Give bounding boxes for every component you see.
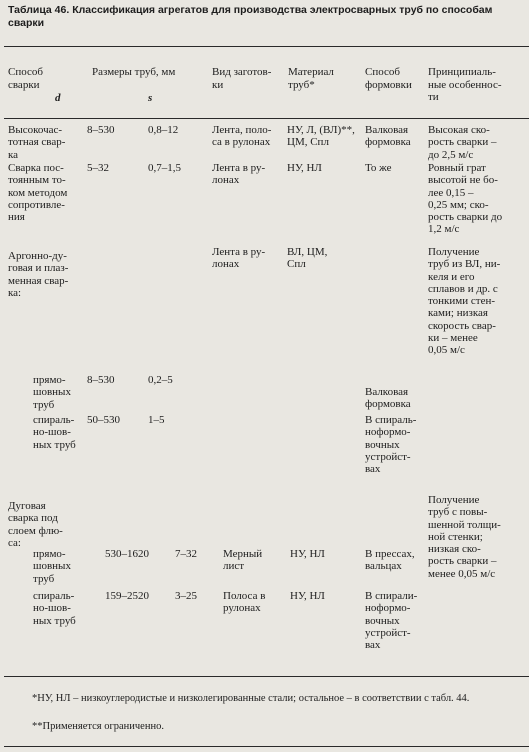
row-sub-straight-material: НУ, НЛ: [290, 548, 325, 560]
row-sub-features: Получение труб с повы- шенной толщи- ной стенки; низкая ско- рость сварки – менее 0,05 м/с: [428, 494, 501, 580]
header-d: d: [55, 92, 61, 104]
row-argon-features: Получение труб из ВЛ, ни- келя и его сплавов и др. с тонкими стен- ками; низкая скорость свар- ки – менее 0,05 м/с: [428, 246, 501, 357]
page-bottom-rule: [4, 746, 529, 747]
row-hf-forming: Валковая формовка: [365, 124, 411, 149]
row-argon-straight-s: 0,2–5: [148, 374, 173, 386]
row-dc-forming: То же: [365, 162, 392, 174]
row-hf-s: 0,8–12: [148, 124, 179, 136]
footnote-1: *НУ, НЛ – низкоуглеродистые и низколегированные стали; остальное – в соответствии с табл. 44.: [32, 693, 470, 704]
header-sizes: Размеры труб, мм: [92, 66, 176, 78]
row-sub-spiral-blank: Полоса в рулонах: [223, 590, 266, 615]
row-sub-spiral-d: 159–2520: [105, 590, 149, 602]
row-sub-spiral-forming: В спирали- ноформо- вочных устройст- вах: [365, 590, 418, 652]
row-argon-spiral-d: 50–530: [87, 414, 120, 426]
row-hf-material: НУ, Л, (ВЛ)**, ЦМ, Спл: [287, 124, 355, 149]
row-sub-spiral-method: спираль- но-шов- ных труб: [33, 590, 76, 627]
row-sub-straight-blank: Мерный лист: [223, 548, 263, 573]
row-dc-features: Ровный грат высотой не бо- лее 0,15 – 0,25 мм; ско- рость сварки до 1,2 м/с: [428, 162, 503, 236]
row-argon-straight-d: 8–530: [87, 374, 115, 386]
row-sub-spiral-material: НУ, НЛ: [290, 590, 325, 602]
row-sub-method: Дуговая сварка под слоем флю- са:: [8, 500, 63, 549]
row-argon-material: ВЛ, ЦМ, Спл: [287, 246, 328, 271]
row-sub-straight-s: 7–32: [175, 548, 197, 560]
row-dc-material: НУ, НЛ: [287, 162, 322, 174]
row-hf-blank: Лента, поло- са в рулонах: [212, 124, 272, 149]
footnote-2: **Применяется ограниченно.: [32, 721, 164, 732]
row-sub-straight-d: 530–1620: [105, 548, 149, 560]
row-argon-blank: Лента в ру- лонах: [212, 246, 266, 271]
row-dc-d: 5–32: [87, 162, 109, 174]
row-dc-blank: Лента в ру- лонах: [212, 162, 266, 187]
header-rule: [4, 118, 529, 119]
row-argon-straight-method: прямо- шовных труб: [33, 374, 71, 411]
row-sub-straight-method: прямо- шовных труб: [33, 548, 71, 585]
row-dc-s: 0,7–1,5: [148, 162, 181, 174]
row-argon-spiral-s: 1–5: [148, 414, 165, 426]
table-caption: Таблица 46. Классификация агрегатов для производства электросварных труб по способам сварки: [8, 4, 493, 29]
header-features: Принципиаль- ные особеннос- ти: [428, 66, 502, 103]
header-blank: Вид заготов- ки: [212, 66, 272, 91]
row-argon-straight-forming: Валковая формовка: [365, 386, 411, 411]
table-top-rule: [4, 46, 529, 47]
row-hf-method: Высокочас- тотная свар- ка: [8, 124, 66, 161]
row-sub-straight-forming: В прессах, вальцах: [365, 548, 415, 573]
row-argon-spiral-forming: В спираль- ноформо- вочных устройст- вах: [365, 414, 417, 476]
row-argon-method: Аргонно-ду- говая и плаз- менная свар- ка:: [8, 250, 69, 299]
row-hf-features: Высокая ско- рость сварки – до 2,5 м/с: [428, 124, 497, 161]
row-sub-spiral-s: 3–25: [175, 590, 197, 602]
row-argon-spiral-method: спираль- но-шов- ных труб: [33, 414, 76, 451]
row-dc-method: Сварка пос- тоянным то- ком методом сопротивле- ния: [8, 162, 68, 224]
header-s: s: [148, 92, 153, 104]
header-material: Материал труб*: [288, 66, 334, 91]
header-forming: Способ формовки: [365, 66, 412, 91]
row-hf-d: 8–530: [87, 124, 115, 136]
table-bottom-rule: [4, 676, 529, 677]
header-method: Способ сварки: [8, 66, 43, 91]
